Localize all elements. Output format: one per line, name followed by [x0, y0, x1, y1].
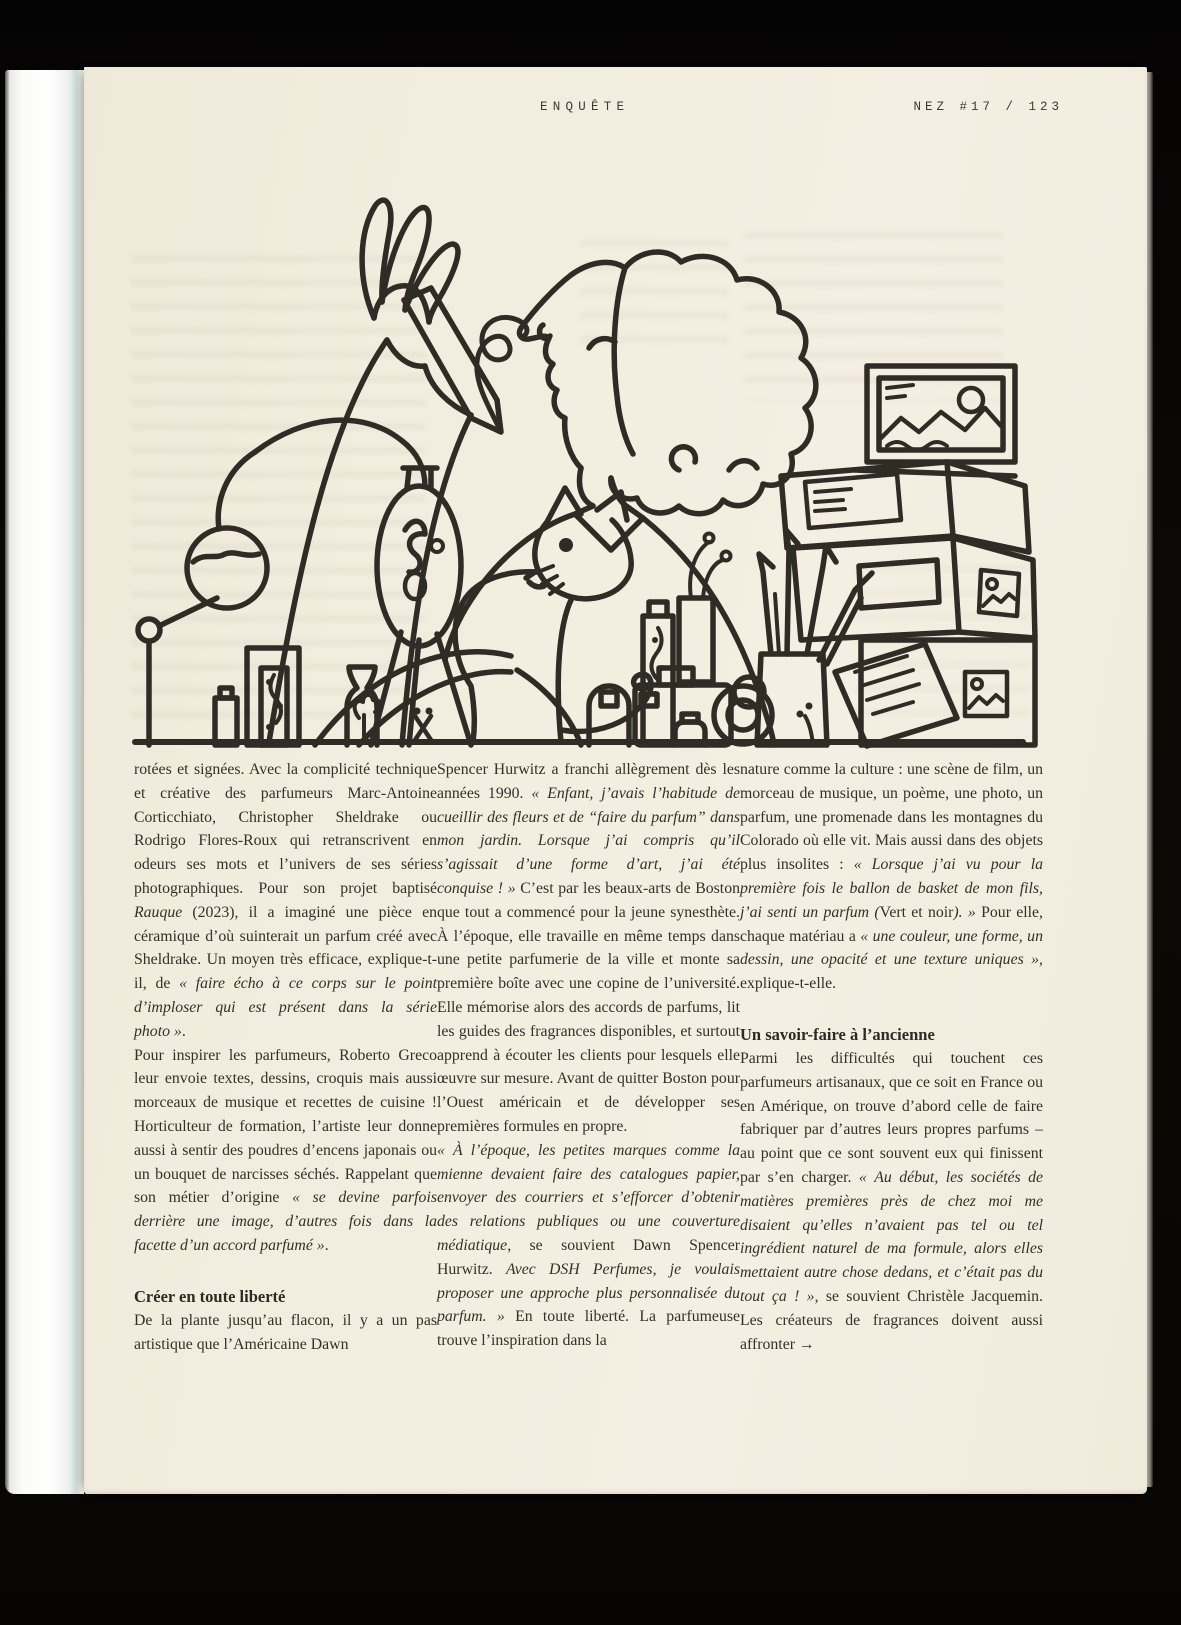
running-head-section: ENQUÊTE	[540, 100, 630, 114]
drawing-hand-with-pencil	[362, 200, 501, 432]
text-column-1	[134, 758, 437, 1356]
text-column-3	[740, 758, 1043, 1356]
paragraph: rotées et signées. Avec la complicité technique et créative des parfumeurs Marc-Antoine Corticchiato, Christopher Sheldrake ou Rodrigo Flores-Roux qui retranscrivent en odeurs ses mots et l’univers de ses séries photographiques. Pour son projet baptisé Rauque (2023), il a imaginé une pièce en céramique d’où suinterait un parfum créé avec Sheldrake. Un moyen très efficace, explique-t-il, de « faire écho à ce corps sur le point d’imploser qui est présent dans la série photo ».	[134, 761, 437, 1040]
paragraph: nature comme la culture : une scène de film, un morceau de musique, un poème, une photo, un parfum, une promenade dans les montagnes du Colorado où elle vit. Mais aussi dans des objets plus insolites : « Lorsque j’ai vu pour la première fois le ballon de basket de mon fils, j’ai senti un parfum (Vert et noir). » Pour elle, chaque matériau a « une couleur, une forme, un dessin, une opacité et une texture uniques », explique-t-elle.	[740, 761, 1043, 993]
paragraph: Pour inspirer les parfumeurs, Roberto Greco leur envoie textes, dessins, croquis mais aussi morceaux de musique et recettes de cuisine ! Horticulteur de formation, l’artiste leur donne aussi à sentir des poudres d’encens japonais ou un bouquet de narcisses séchés. Rappelant que son métier d’origine « se devine parfois derrière une image, d’autres fois dans la facette d’un accord parfumé ».	[134, 1046, 437, 1254]
magazine-page	[84, 67, 1147, 1494]
paragraph: « À l’époque, les petites marques comme la mienne devaient faire des catalogues papier, envoyer des courriers et s’efforcer d’obtenir des relations publiques ou une couverture médiatique, se souvient Dawn Spencer Hurwitz. Avec DSH Perfumes, je voulais proposer une approche plus personnalisée du parfum. » En toute liberté. La parfumeuse trouve l’inspiration dans la	[437, 1141, 740, 1350]
illustration-svg	[119, 170, 1039, 750]
text-column-2	[437, 758, 740, 1353]
paragraph: Spencer Hurwitz a franchi allègrement dès les années 1990. « Enfant, j’avais l’habitude de cueillir des fleurs et de “faire du parfum” dans mon jardin. Lorsque j’ai compris qu’il s’agissait d’une forme d’art, j’ai été conquise ! » C’est par les beaux-arts de Boston que tout a commencé pour la jeune synesthète. À l’époque, elle travaille en même temps dans une petite parfumerie de la ville et monte sa première boîte avec une copine de l’université. Elle mémorise alors des accords de parfums, lit les guides des fragrances disponibles, et surtout apprend à écouter les clients pour lesquels elle œuvre sur mesure. Avant de quitter Boston pour l’Ouest américain et de développer ses premières formules en propre.	[437, 761, 741, 1135]
section-heading: Créer en toute liberté	[134, 1286, 286, 1306]
crossed-sprigs	[414, 708, 433, 741]
framed-landscape	[855, 366, 1015, 476]
paragraph: Parmi les difficultés qui touchent ces parfumeurs artisanaux, que ce soit en France ou en Amérique, on trouve d’abord celle de faire fabriquer par d’autres leurs propres parfums – au point que ce sont souvent eux qui finissent par s’en charger. « Au début, les sociétés de matières premières près de chez moi me disaient qu’elles n’avaient pas tel ou tel ingrédient naturel de ma formule, alors elles mettaient autre chose dedans, et c’était pas du tout ça ! », se souvient Christèle Jacquemin. Les créateurs de fragrances doivent aussi affronter →	[740, 1049, 1044, 1353]
perfume-vials-left	[215, 648, 299, 745]
postcard	[835, 644, 957, 746]
perfume-vials-center	[589, 534, 731, 746]
running-head-folio: NEZ #17 / 123	[913, 100, 1063, 114]
previous-page-edge	[5, 70, 84, 1494]
paragraph: De la plante jusqu’au flacon, il y a un pas artistique que l’Américaine Dawn	[134, 1311, 437, 1353]
sprout	[797, 703, 814, 746]
line-illustration	[119, 170, 1039, 750]
page-stack-edge	[1147, 72, 1153, 1487]
section-heading: Un savoir-faire à l’ancienne	[740, 1024, 935, 1044]
